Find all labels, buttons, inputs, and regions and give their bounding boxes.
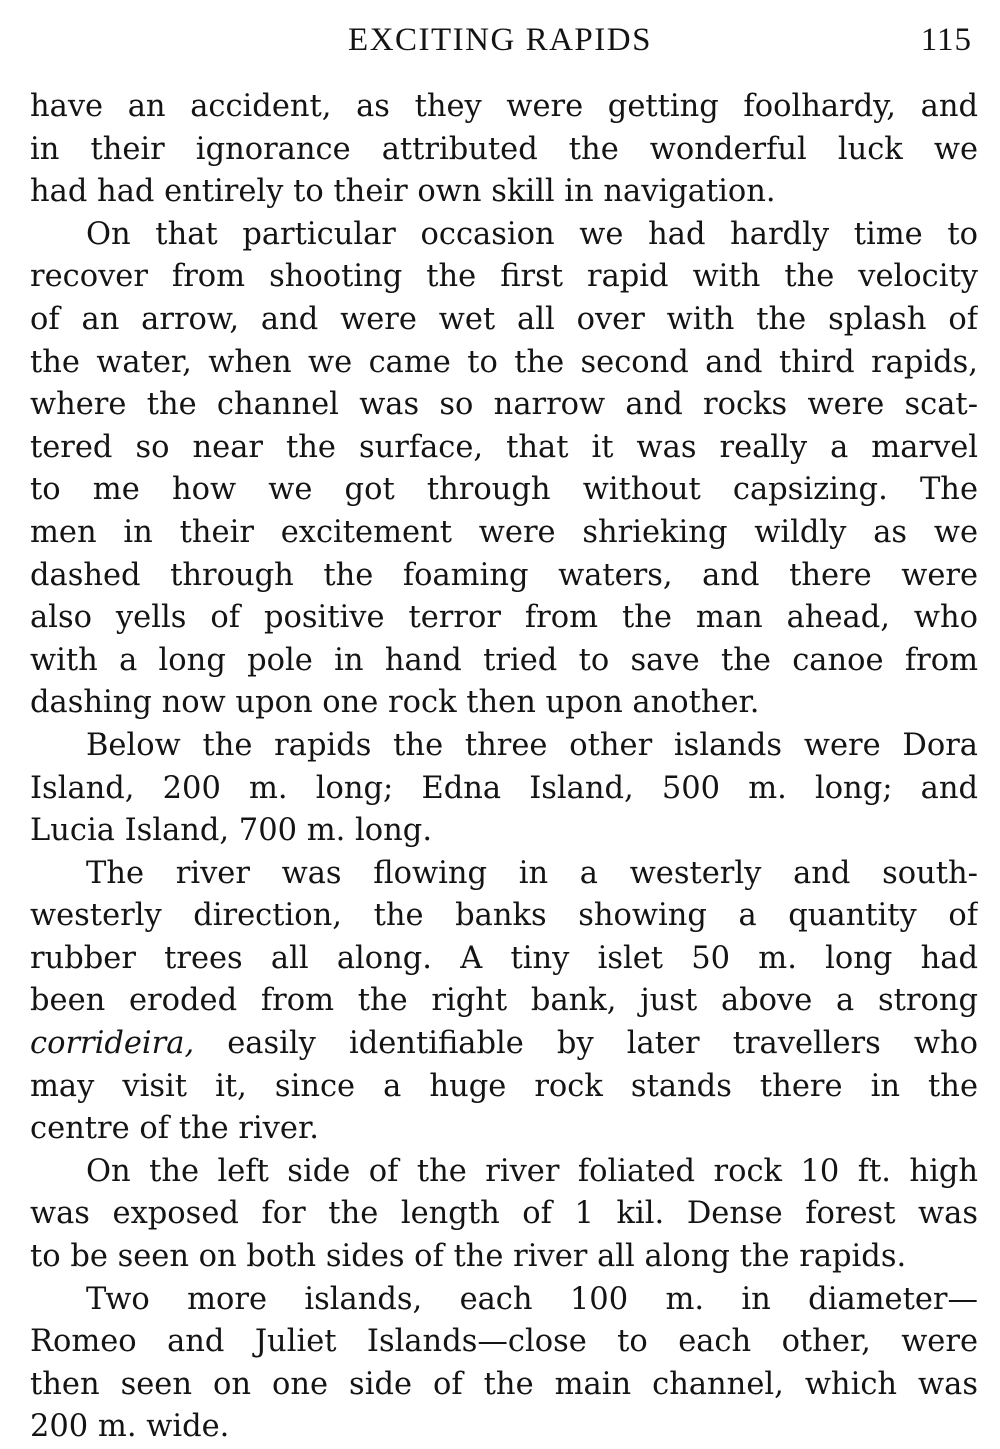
text-line: westerly direction, the banks showing a quantity of — [30, 898, 978, 934]
text-line: where the channel was so narrow and rocks were scat- — [30, 387, 978, 423]
body-text — [30, 86, 978, 1449]
text-line: men in their excitement were shrieking wildly as we — [30, 514, 978, 550]
text-line: 200 m. wide. — [30, 1409, 230, 1445]
text-line: The river was flowing in a westerly and south- — [86, 855, 978, 891]
text-fragment: easily identifiable by later travellers who — [194, 1026, 978, 1062]
text-line: may visit it, since a huge rock stands there in the — [30, 1068, 978, 1104]
text-line: On the left side of the river foliated rock 10 ft. high — [86, 1153, 978, 1189]
text-line: centre of the river. — [30, 1111, 319, 1147]
paragraph-2 — [30, 214, 978, 725]
text-line: then seen on one side of the main channel, which was — [30, 1366, 978, 1402]
text-line: also yells of positive terror from the man ahead, who — [30, 600, 978, 636]
page-header — [0, 18, 1000, 66]
text-line-with-italic — [30, 1023, 978, 1066]
text-line: in their ignorance attributed the wonderful luck we — [30, 131, 978, 167]
text-line: rubber trees all along. A tiny islet 50 m. long had — [30, 940, 978, 976]
text-line: to me how we got through without capsizing. The — [30, 472, 978, 508]
text-line: recover from shooting the first rapid with the velocity — [30, 259, 978, 295]
paragraph-4 — [30, 853, 978, 1151]
paragraph-3 — [30, 725, 978, 853]
text-line: with a long pole in hand tried to save the canoe from — [30, 642, 978, 678]
text-line: to be seen on both sides of the river all along the rapids. — [30, 1239, 907, 1275]
text-line: Below the rapids the three other islands were Dora — [86, 727, 978, 763]
text-line: Lucia Island, 700 m. long. — [30, 813, 433, 849]
text-line: Island, 200 m. long; Edna Island, 500 m. long; and — [30, 770, 978, 806]
text-line: tered so near the surface, that it was really a marvel — [30, 429, 978, 465]
text-line: the water, when we came to the second and third rapids, — [30, 344, 978, 380]
text-line: On that particular occasion we had hardly time to — [86, 216, 978, 252]
text-line: Romeo and Juliet Islands—close to each other, were — [30, 1324, 978, 1360]
text-line: had had entirely to their own skill in navigation. — [30, 174, 776, 210]
text-line: Two more islands, each 100 m. in diameter— — [86, 1281, 978, 1317]
paragraph-6 — [30, 1279, 978, 1449]
page-number: 115 — [920, 22, 972, 58]
running-head: EXCITING RAPIDS — [348, 22, 652, 58]
text-line: was exposed for the length of 1 kil. Dense forest was — [30, 1196, 978, 1232]
text-line: dashed through the foaming waters, and there were — [30, 557, 978, 593]
italic-term: corrideira, — [30, 1026, 195, 1062]
paragraph-1 — [30, 86, 978, 214]
paragraph-5 — [30, 1151, 978, 1279]
text-line: dashing now upon one rock then upon another. — [30, 685, 760, 721]
text-line: of an arrow, and were wet all over with the splash of — [30, 301, 978, 337]
text-line: have an accident, as they were getting foolhardy, and — [30, 89, 978, 124]
text-line: been eroded from the right bank, just above a strong — [30, 983, 978, 1019]
